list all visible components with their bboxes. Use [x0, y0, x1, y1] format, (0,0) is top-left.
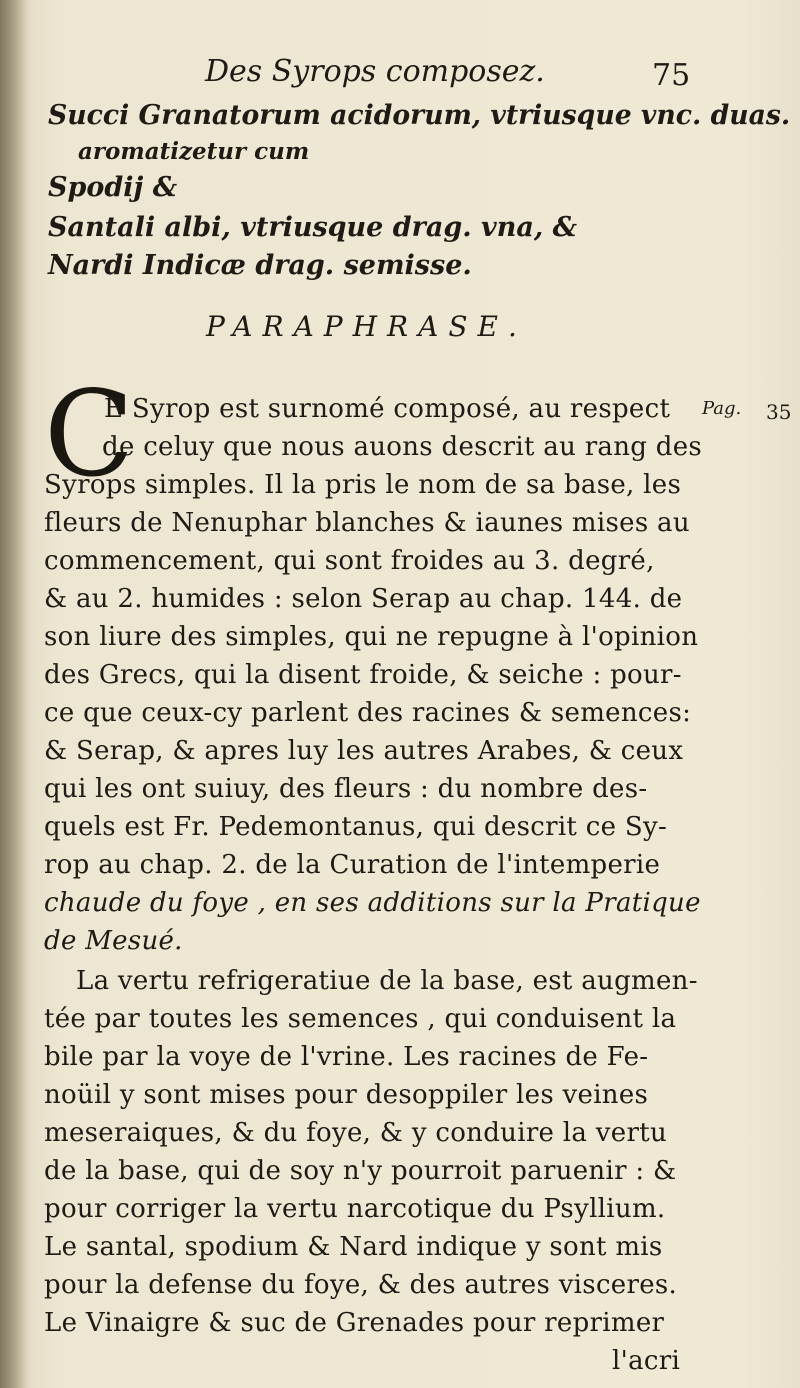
paragraph1-line: son liure des simples, qui ne repugne à l'opinion — [44, 622, 699, 652]
paragraph1-line: ce que ceux-cy parlent des racines & semences: — [44, 698, 692, 728]
recipe-line-2: aromatizetur cum — [78, 138, 310, 165]
paragraph1-line: de celuy que nous auons descrit au rang des — [102, 432, 703, 462]
page-number: 75 — [652, 58, 691, 93]
paragraph1-line: fleurs de Nenuphar blanches & iaunes mises au — [44, 508, 690, 538]
recipe-line-1: Succi Granatorum acidorum, vtriusque vnc. duas. — [48, 100, 791, 131]
section-heading: PARAPHRASE. — [206, 310, 527, 343]
paragraph2-line: Le santal, spodium & Nard indique y sont mis — [44, 1232, 663, 1262]
recipe-line-4: Santali albi, vtriusque drag. vna, & — [48, 212, 578, 243]
paragraph2-line: La vertu refrigeratiue de la base, est augmen- — [76, 966, 698, 996]
gutter-shadow — [0, 0, 26, 1388]
drop-cap: C — [44, 365, 135, 503]
paragraph2-line: pour corriger la vertu narcotique du Psyllium. — [44, 1194, 666, 1224]
paragraph1-line: de Mesué. — [44, 926, 183, 956]
paragraph2-line: bile par la voye de l'vrine. Les racines de Fe- — [44, 1042, 649, 1072]
paragraph1-line: & au 2. humides : selon Serap au chap. 144. de — [44, 584, 683, 614]
paragraph1-line: qui les ont suiuy, des fleurs : du nombre des- — [44, 774, 648, 804]
recipe-line-5: Nardi Indicæ drag. semisse. — [48, 250, 472, 281]
margin-note-label: Pag. — [702, 398, 742, 419]
paragraph2-line: Le Vinaigre & suc de Grenades pour reprimer — [44, 1308, 665, 1338]
running-head-title: Des Syrops composez. — [205, 54, 545, 89]
paragraph1-line: rop au chap. 2. de la Curation de l'intemperie — [44, 850, 661, 880]
paragraph2-line: pour la defense du foye, & des autres visceres. — [44, 1270, 678, 1300]
paragraph2-line: meseraiques, & du foye, & y conduire la vertu — [44, 1118, 667, 1148]
catchword: l'acri — [612, 1346, 681, 1376]
paragraph2-line: de la base, qui de soy n'y pourroit paruenir : & — [44, 1156, 677, 1186]
paragraph2-line: noüil y sont mises pour desoppiler les veines — [44, 1080, 649, 1110]
paragraph1-line: Syrops simples. Il la pris le nom de sa base, les — [44, 470, 682, 500]
paragraph1-line: des Grecs, qui la disent froide, & seiche : pour- — [44, 660, 682, 690]
paragraph2-line: tée par toutes les semences , qui conduisent la — [44, 1004, 677, 1034]
paragraph1-line: commencement, qui sont froides au 3. degré, — [44, 546, 655, 576]
paragraph1-line: E Syrop est surnomé composé, au respect — [104, 394, 671, 424]
recipe-line-3: Spodij & — [48, 172, 178, 203]
paragraph1-line: quels est Fr. Pedemontanus, qui descrit ce Sy- — [44, 812, 668, 842]
paragraph1-line: chaude du foye , en ses additions sur la Pratique — [44, 888, 701, 918]
paragraph1-line: & Serap, & apres luy les autres Arabes, & ceux — [44, 736, 684, 766]
margin-note-number: 35 — [766, 400, 792, 424]
